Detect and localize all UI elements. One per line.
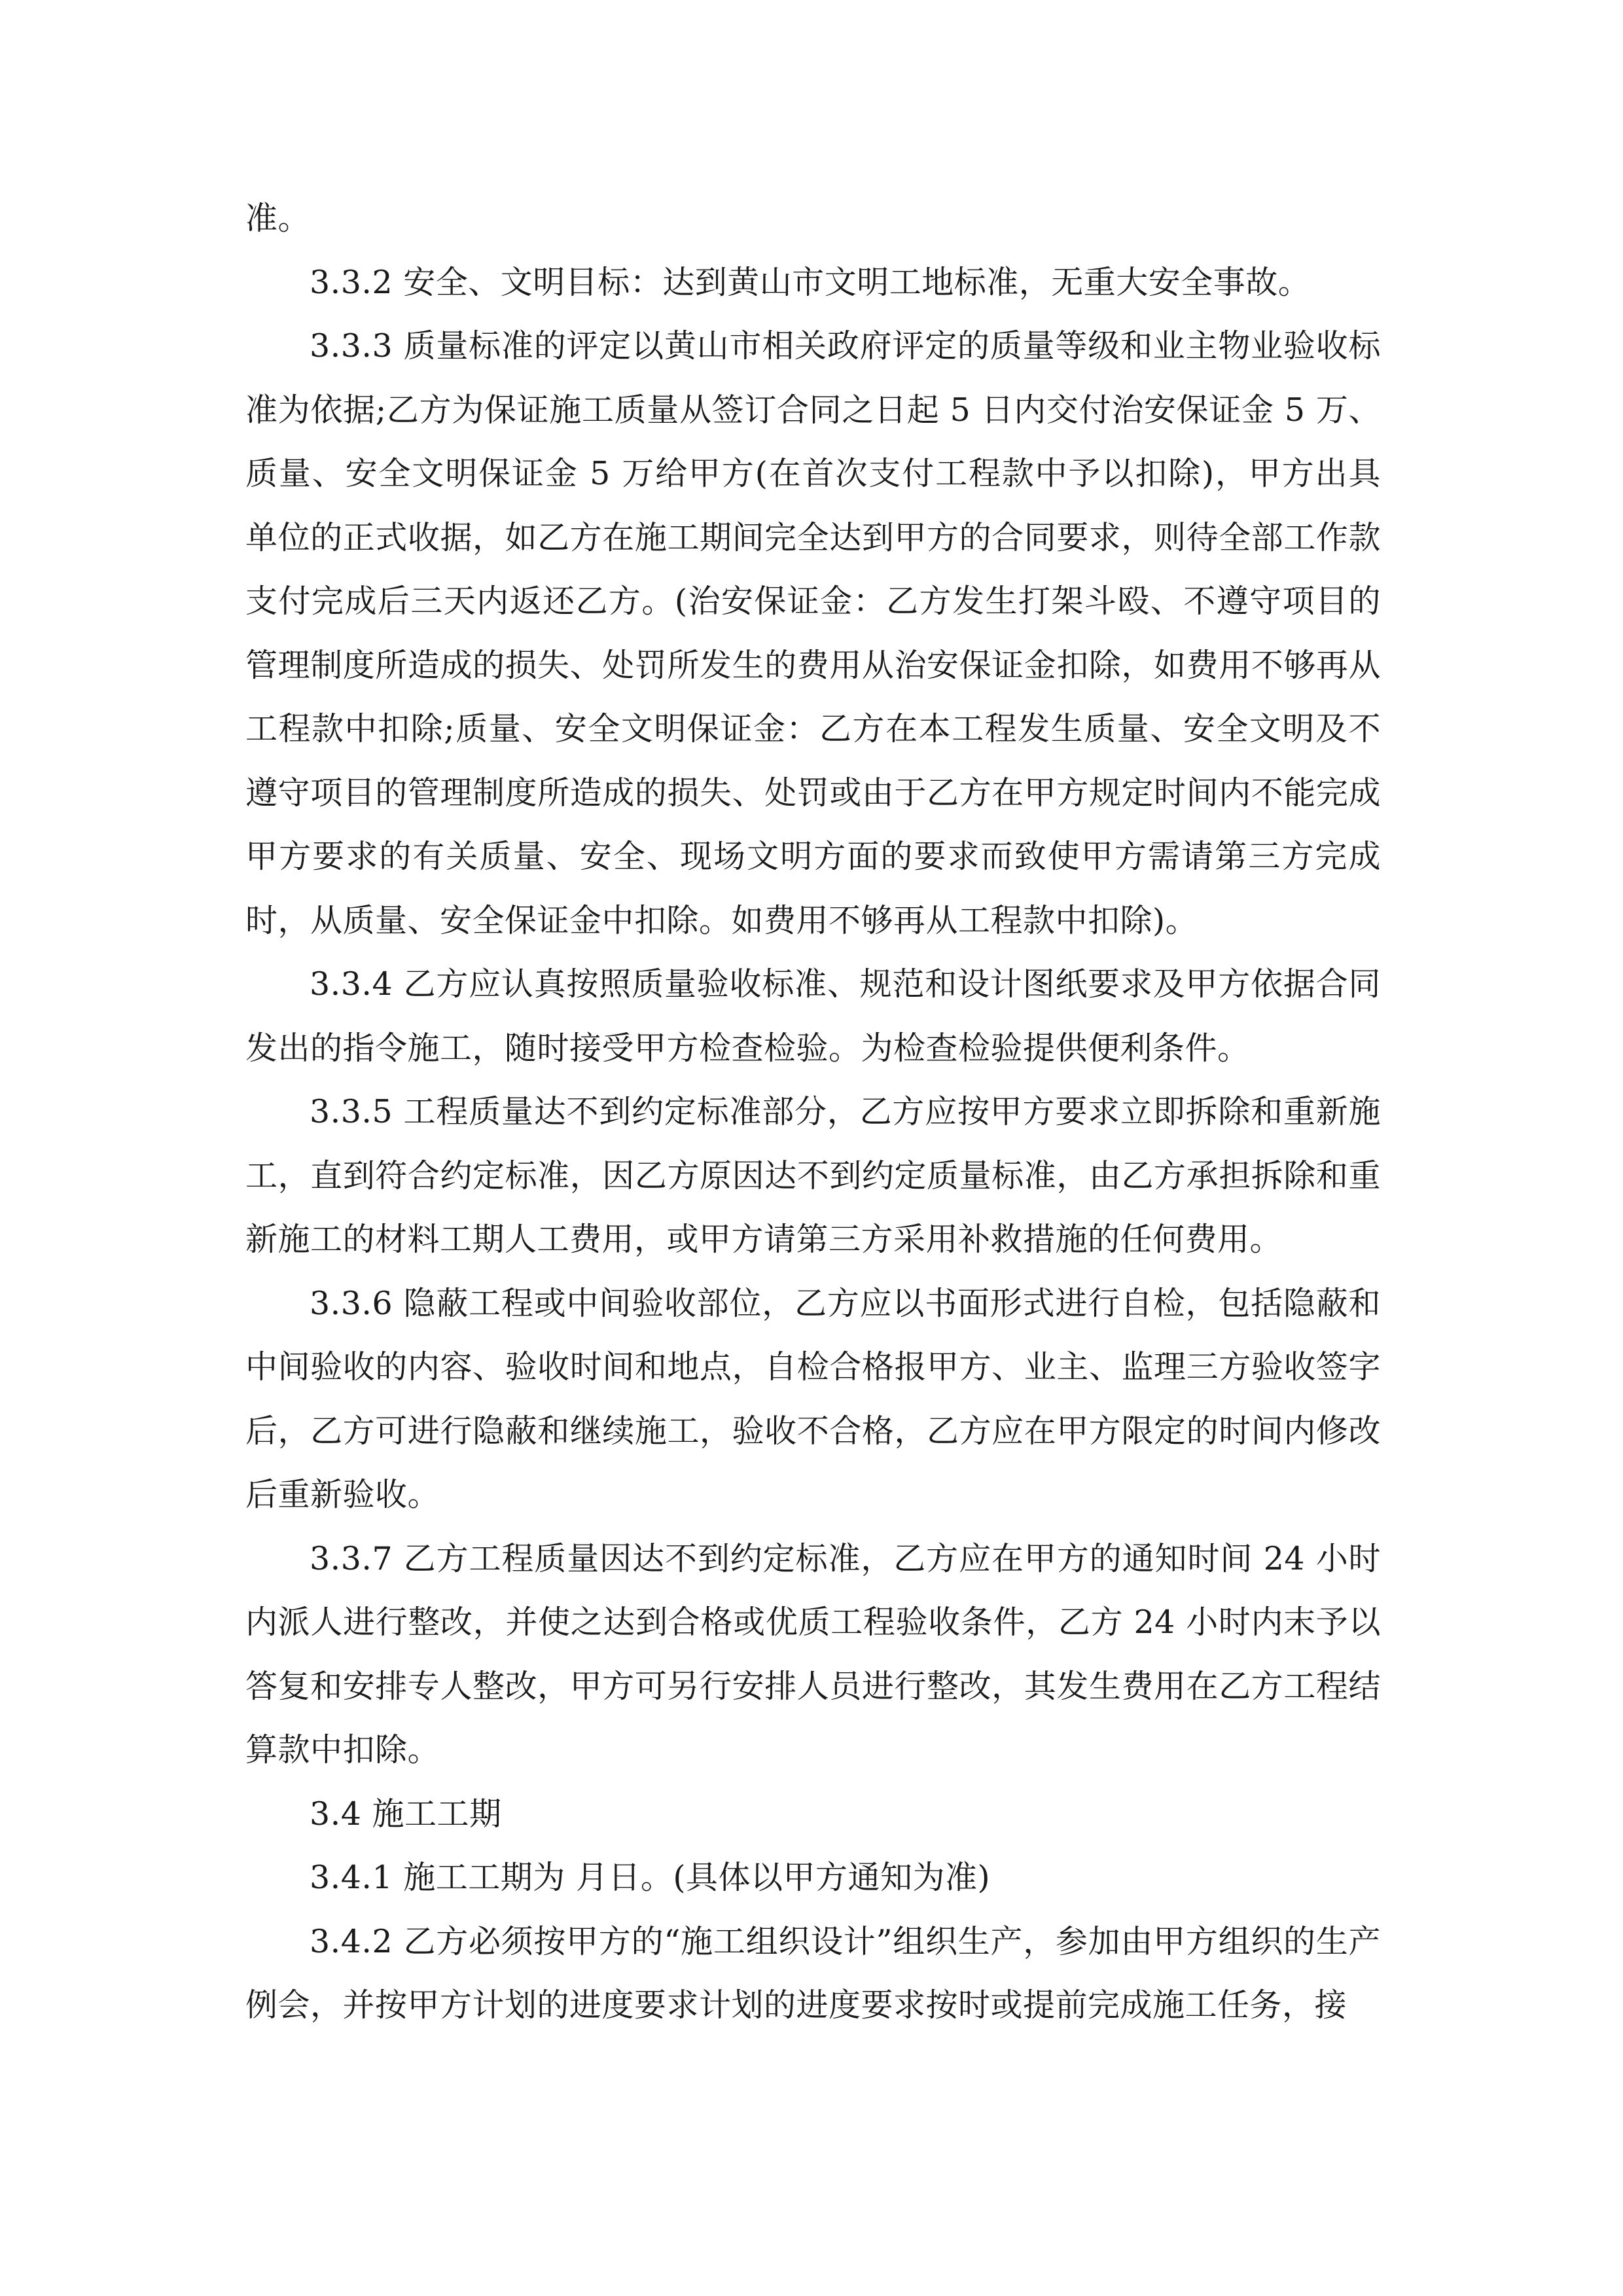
paragraph-3-4-2: 3.4.2 乙方必须按甲方的“施工组织设计”组织生产，参加由甲方组织的生产例会，并按甲方计划的进度要求计划的进度要求按时或提前完成施工任务，接: [245, 1922, 1381, 2024]
paragraph-3-3-6: 3.3.6 隐蔽工程或中间验收部位，乙方应以书面形式进行自检，包括隐蔽和中间验收的内容、验收时间和地点，自检合格报甲方、业主、监理三方验收签字后，乙方可进行隐蔽和继续施工，验收不合格，乙方应在甲方限定的时间内修改后重新验收。: [245, 1284, 1381, 1513]
paragraph-continuation: 准。: [245, 200, 311, 237]
paragraph-3-3-5: 3.3.5 工程质量达不到约定标准部分，乙方应按甲方要求立即拆除和重新施工，直到符合约定标准，因乙方原因达不到约定质量标准，由乙方承担拆除和重新施工的材料工期人工费用，或甲方请第三方采用补救措施的任何费用。: [245, 1093, 1381, 1258]
section-heading-3-4: 3.4 施工工期: [310, 1795, 502, 1833]
paragraph-3-3-2: 3.3.2 安全、文明目标：达到黄山市文明工地标准，无重大安全事故。: [310, 263, 1311, 301]
document-body: [245, 187, 1381, 2037]
paragraph-3-4-1: 3.4.1 施工工期为 月日。(具体以甲方通知为准): [310, 1859, 991, 1896]
paragraph-3-3-7: 3.3.7 乙方工程质量因达不到约定标准，乙方应在甲方的通知时间 24 小时内派人进行整改，并使之达到合格或优质工程验收条件，乙方 24 小时内末予以答复和安排专人整改，甲方可另行安排人员进行整改，其发生费用在乙方工程结算款中扣除。: [245, 1539, 1381, 1768]
paragraph-3-3-4: 3.3.4 乙方应认真按照质量验收标准、规范和设计图纸要求及甲方依据合同发出的指令施工，随时接受甲方检查检验。为检查检验提供便利条件。: [245, 965, 1381, 1067]
paragraph-3-3-3: 3.3.3 质量标准的评定以黄山市相关政府评定的质量等级和业主物业验收标准为依据;乙方为保证施工质量从签订合同之日起 5 日内交付治安保证金 5 万、质量、安全文明保证金 5 万给甲方(在首次支付工程款中予以扣除)，甲方出具单位的正式收据，如乙方在施工期间完全达到甲方的合同要求，则待全部工作款支付完成后三天内返还乙方。(治安保证金：乙方发生打架斗殴、不遵守项目的管理制度所造成的损失、处罚所发生的费用从治安保证金扣除，如费用不够再从工程款中扣除;质量、安全文明保证金：乙方在本工程发生质量、安全文明及不遵守项目的管理制度所造成的损失、处罚或由于乙方在甲方规定时间内不能完成甲方要求的有关质量、安全、现场文明方面的要求而致使甲方需请第三方完成时，从质量、安全保证金中扣除。如费用不够再从工程款中扣除)。: [245, 327, 1381, 939]
